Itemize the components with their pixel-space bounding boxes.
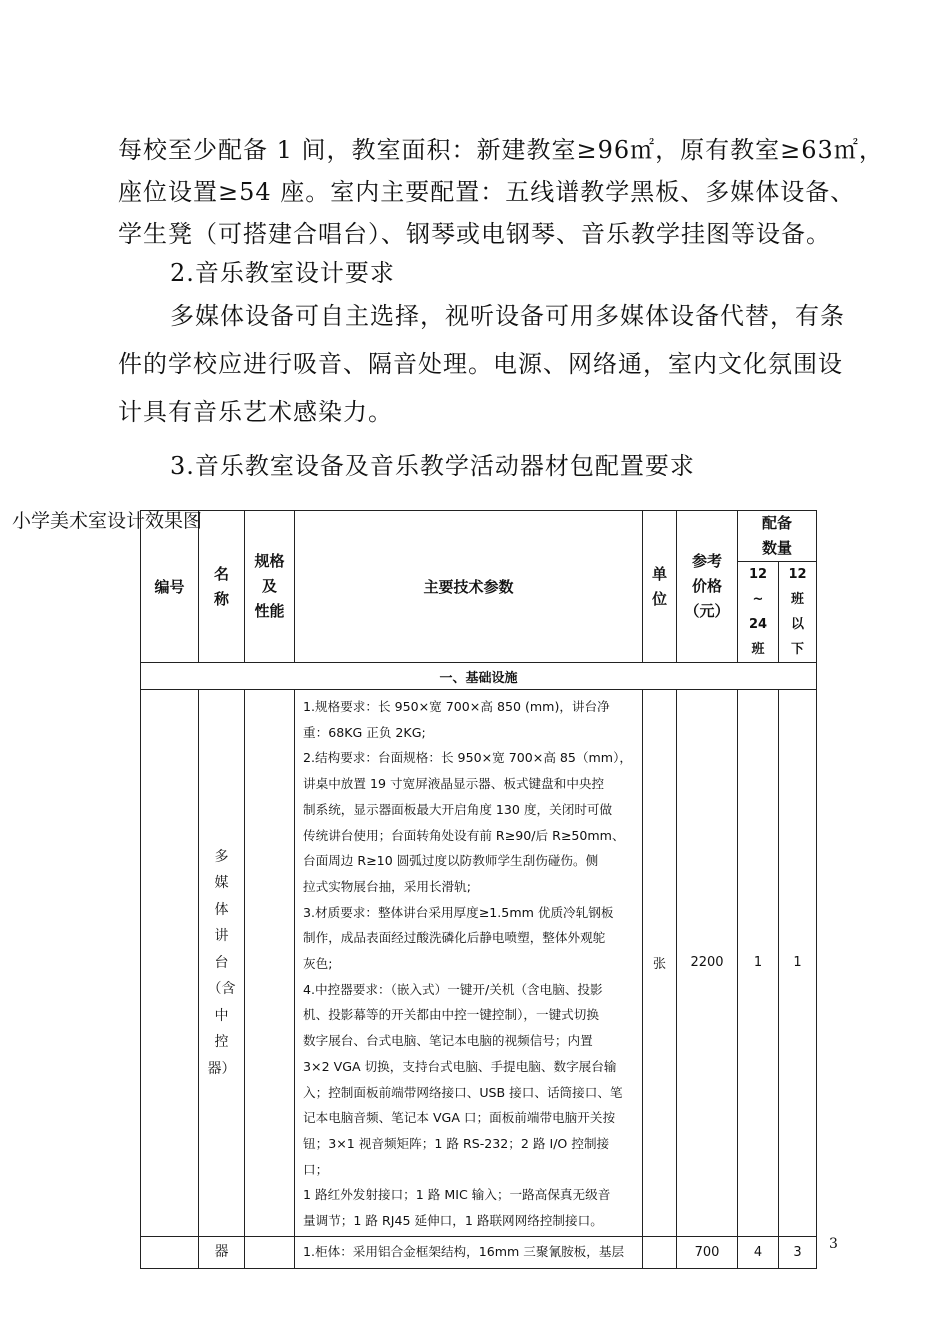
table-row <box>141 690 817 1237</box>
paragraph-line-5: 件的学校应进行吸音、隔音处理。电源、网络通，室内文化氛围设 <box>118 350 843 378</box>
row-qty-under-12: 3 <box>779 1236 817 1268</box>
row-unit <box>643 1236 677 1268</box>
paragraph-line-6: 计具有音乐艺术感染力。 <box>118 398 393 426</box>
row-params: 1.规格要求：长 950×宽 700×高 850 (mm)，讲台净 重：68KG 正负 2KG; 2.结构要求：台面规格：长 950×宽 700×高 85（mm）， 讲桌中放置 19 寸宽屏液晶显示器、板式键盘和中央控 制系统，显示器面板最大开启角度 130 度，关闭时可做 传统讲台使用；台面转角处设有前 R≥90/后 R≥50mm、 台面周边 R≥10 圆弧过度以防教师学生刮伤碰伤。侧 拉式实物展台抽，采用长滑轨; 3.材质要求：整体讲台采用厚度≥1.5mm 优质冷轧钢板 制作，成品表面经过酸洗磷化后静电喷塑，整体外观鸵 灰色; 4.中控器要求：（嵌入式）一键开/关机（含电脑、投影 机、投影幕等的开关都由中控一键控制），一键式切换 数字展台、台式电脑、笔记本电脑的视频信号；内置 3×2 VGA 切换，支持台式电脑、手提电脑、数字展台输 入；控制面板前端带网络接口、USB 接口、话筒接口、笔 记本电脑音频、笔记本 VGA 口；面板前端带电脑开关按 钮；3×1 视音频矩阵；1 路 RS-232；2 路 I/O 控制接口； 1 路红外发射接口；1 路 MIC 输入；一路高保真无级音 量调节；1 路 RJ45 延伸口，1 路联网网络控制接口。 <box>295 690 643 1237</box>
row-qty-12-24: 4 <box>738 1236 779 1268</box>
row-qty-12-24: 1 <box>738 690 779 1237</box>
overlay-caption: 小学美术室设计效果图 <box>12 510 203 532</box>
header-qty-12-24: 12 ~ 24 班 <box>738 562 779 663</box>
row-number <box>141 690 199 1237</box>
row-number <box>141 1236 199 1268</box>
paragraph-line-2: 座位设置≥54 座。室内主要配置：五线谱教学黑板、多媒体设备、 <box>118 178 856 206</box>
row-price: 700 <box>677 1236 738 1268</box>
page-number: 3 <box>829 1236 838 1252</box>
header-unit: 单 位 <box>643 511 677 663</box>
row-price: 2200 <box>677 690 738 1237</box>
header-qty: 配备 数量 <box>738 511 817 562</box>
row-name: 多 媒 体 讲 台 （含 中 控 器） <box>199 690 245 1237</box>
row-unit: 张 <box>643 690 677 1237</box>
section-heading-2: 2.音乐教室设计要求 <box>170 259 395 287</box>
paragraph-line-3: 学生凳（可搭建合唱台）、钢琴或电钢琴、音乐教学挂图等设备。 <box>118 220 831 248</box>
section-heading-3: 3.音乐教室设备及音乐教学活动器材包配置要求 <box>170 452 695 480</box>
header-number: 编号 <box>141 511 199 663</box>
paragraph-line-4: 多媒体设备可自主选择，视听设备可用多媒体设备代替，有条 <box>170 302 845 330</box>
section-label: 一、基础设施 <box>141 663 817 690</box>
row-params: 1.柜体：采用铝合金框架结构，16mm 三聚氰胺板，基层 <box>295 1236 643 1268</box>
equipment-table <box>140 510 817 1269</box>
header-price: 参考 价格 （元） <box>677 511 738 663</box>
section-row <box>141 663 817 690</box>
header-spec: 规格 及 性能 <box>245 511 295 663</box>
header-qty-under-12: 12 班 以 下 <box>779 562 817 663</box>
table-row <box>141 1236 817 1268</box>
row-qty-under-12: 1 <box>779 690 817 1237</box>
row-spec <box>245 1236 295 1268</box>
paragraph-line-1: 每校至少配备 1 间，教室面积：新建教室≥96㎡，原有教室≥63㎡， <box>118 136 884 164</box>
row-name: 器 <box>199 1236 245 1268</box>
row-spec <box>245 690 295 1237</box>
header-params: 主要技术参数 <box>295 511 643 663</box>
header-name: 名 称 <box>199 511 245 663</box>
